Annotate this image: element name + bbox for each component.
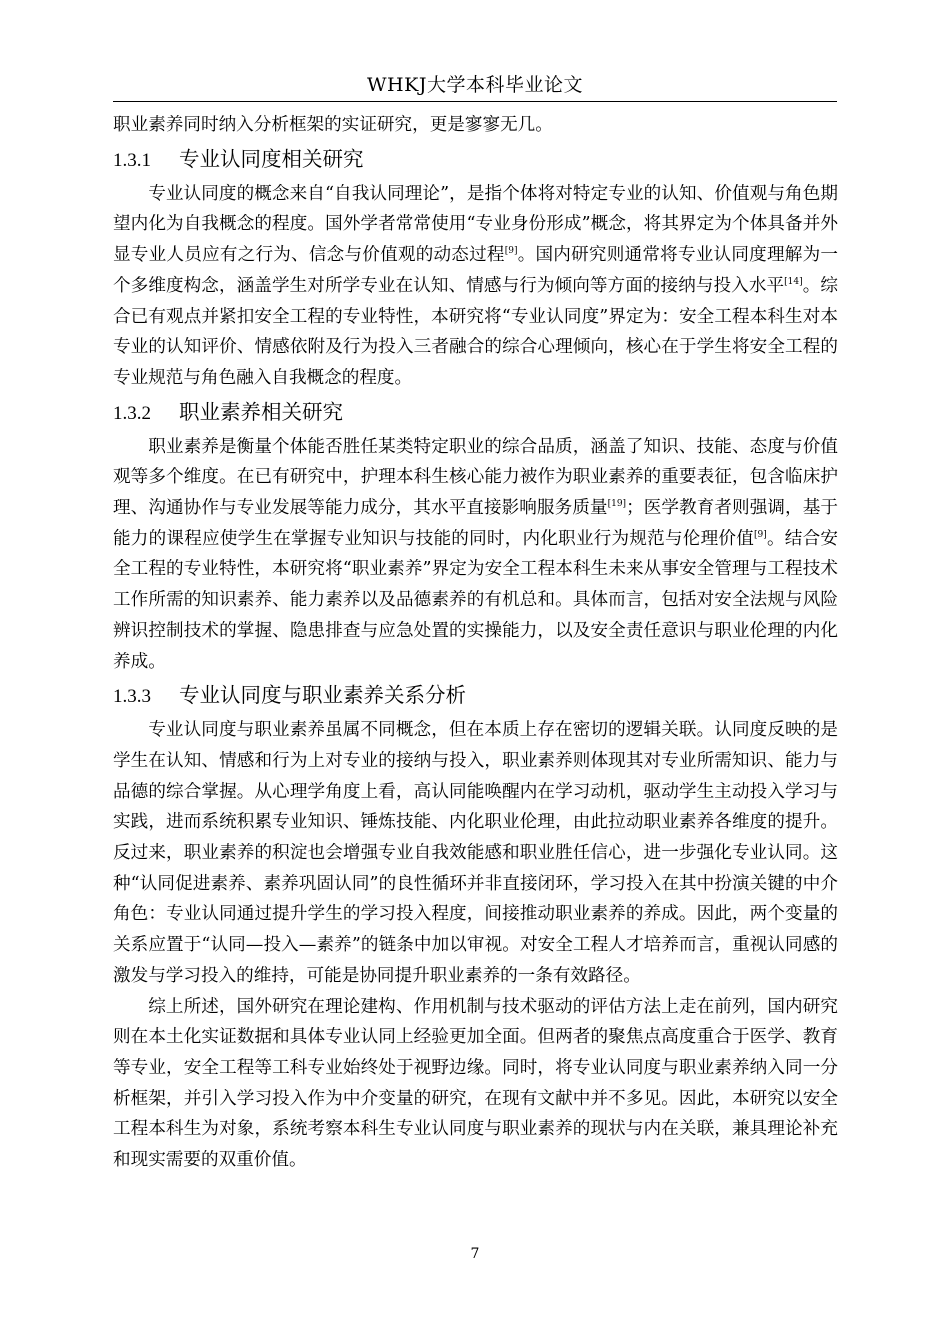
paragraph-text: 。综合已有观点并紧扣安全工程的专业特性，本研究将“专业认同度”界定为：安全工程本科生对本专业的认知评价、情感依附及行为投入三者融合的综合心理倾向，核心在于学生将安全工程的专业规范与角色融入自我概念的程度。 (113, 275, 838, 388)
paragraph-text: 专业认同度的概念来自“自我认同理论”，是指个体将对特定专业的认知、价值观与角色期望内化为自我概念的程度。国外学者常常使用“专业身份形成”概念，将其界定为个体具备并外显专业人员应有之行为、信念与价值观的动态过程 (113, 183, 838, 266)
page-number: 7 (470, 1246, 480, 1262)
section-title: 职业素养相关研究 (179, 399, 343, 424)
citation: [14] (784, 276, 803, 287)
citation: [9] (504, 246, 518, 257)
paragraph-text: 。结合安全工程的专业特性，本研究将“职业素养”界定为安全工程本科生未来从事安全管理与工程技术工作所需的知识素养、能力素养以及品德素养的有机总和。具体而言，包括对安全法规与风险辨识控制技术的掌握、隐患排查与应急处置的实操能力，以及安全责任意识与职业伦理的内化养成。 (113, 528, 838, 672)
paragraph (113, 432, 838, 678)
paragraph: 专业认同度与职业素养虽属不同概念，但在本质上存在密切的逻辑关联。认同度反映的是学生在认知、情感和行为上对专业的接纳与投入，职业素养则体现其对专业所需知识、能力与品德的综合掌握。从心理学角度上看，高认同能唤醒内在学习动机，驱动学生主动投入学习与实践，进而系统积累专业知识、锤炼技能、内化职业伦理，由此拉动职业素养各维度的提升。反过来，职业素养的积淀也会增强专业自我效能感和职业胜任信心，进一步强化专业认同。这种“认同促进素养、素养巩固认同”的良性循环并非直接闭环，学习投入在其中扮演关键的中介角色：专业认同通过提升学生的学习投入程度，间接推动职业素养的养成。因此，两个变量的关系应置于“认同—投入—素养”的链条中加以审视。对安全工程人才培养而言，重视认同感的激发与学习投入的维持，可能是协同提升职业素养的一条有效路径。 (113, 720, 838, 986)
section-heading-1-3-3 (113, 679, 838, 713)
running-header: WHKJ大学本科毕业论文 (367, 74, 583, 96)
paragraph (113, 179, 838, 394)
paragraph-text: ；医学教育者则强调，基于能力的课程应使学生在掌握专业知识与技能的同时，内化职业行为规范与伦理价值 (113, 498, 838, 549)
paragraph-text: 。国内研究则通常将专业认同度理解为一个多维度构念，涵盖学生对所学专业在认知、情感与行为倾向等方面的接纳与投入水平 (113, 245, 838, 296)
citation: [9] (754, 529, 767, 540)
citation: [19] (607, 499, 627, 510)
section-number: 1.3.2 (113, 402, 151, 424)
paragraph: 综上所述，国外研究在理论建构、作用机制与技术驱动的评估方法上走在前列，国内研究则在本土化实证数据和具体专业认同上经验更加全面。但两者的聚焦点高度重合于医学、教育等专业，安全工程等工科专业始终处于视野边缘。同时，将专业认同度与职业素养纳入同一分析框架，并引入学习投入作为中介变量的研究，在现有文献中并不多见。因此，本研究以安全工程本科生为对象，系统考察本科生专业认同度与职业素养的现状与内在关联，兼具理论补充和现实需要的双重价值。 (113, 996, 838, 1171)
section-title: 专业认同度相关研究 (179, 146, 364, 171)
section-number: 1.3.3 (113, 686, 151, 708)
continuation-line: 职业素养同时纳入分析框架的实证研究，更是寥寥无几。 (113, 115, 553, 135)
section-heading-1-3-2 (113, 396, 838, 430)
section-title: 专业认同度与职业素养关系分析 (179, 683, 466, 708)
header-rule (113, 101, 837, 102)
paragraph-text: 职业素养是衡量个体能否胜任某类特定职业的综合品质，涵盖了知识、技能、态度与价值观等多个维度。在已有研究中，护理本科生核心能力被作为职业素养的重要表征，包含临床护理、沟通协作与专业发展等能力成分，其水平直接影响服务质量 (113, 436, 838, 519)
section-heading-1-3-1 (113, 143, 838, 177)
body-content (113, 110, 838, 1176)
section-number: 1.3.1 (113, 149, 151, 171)
